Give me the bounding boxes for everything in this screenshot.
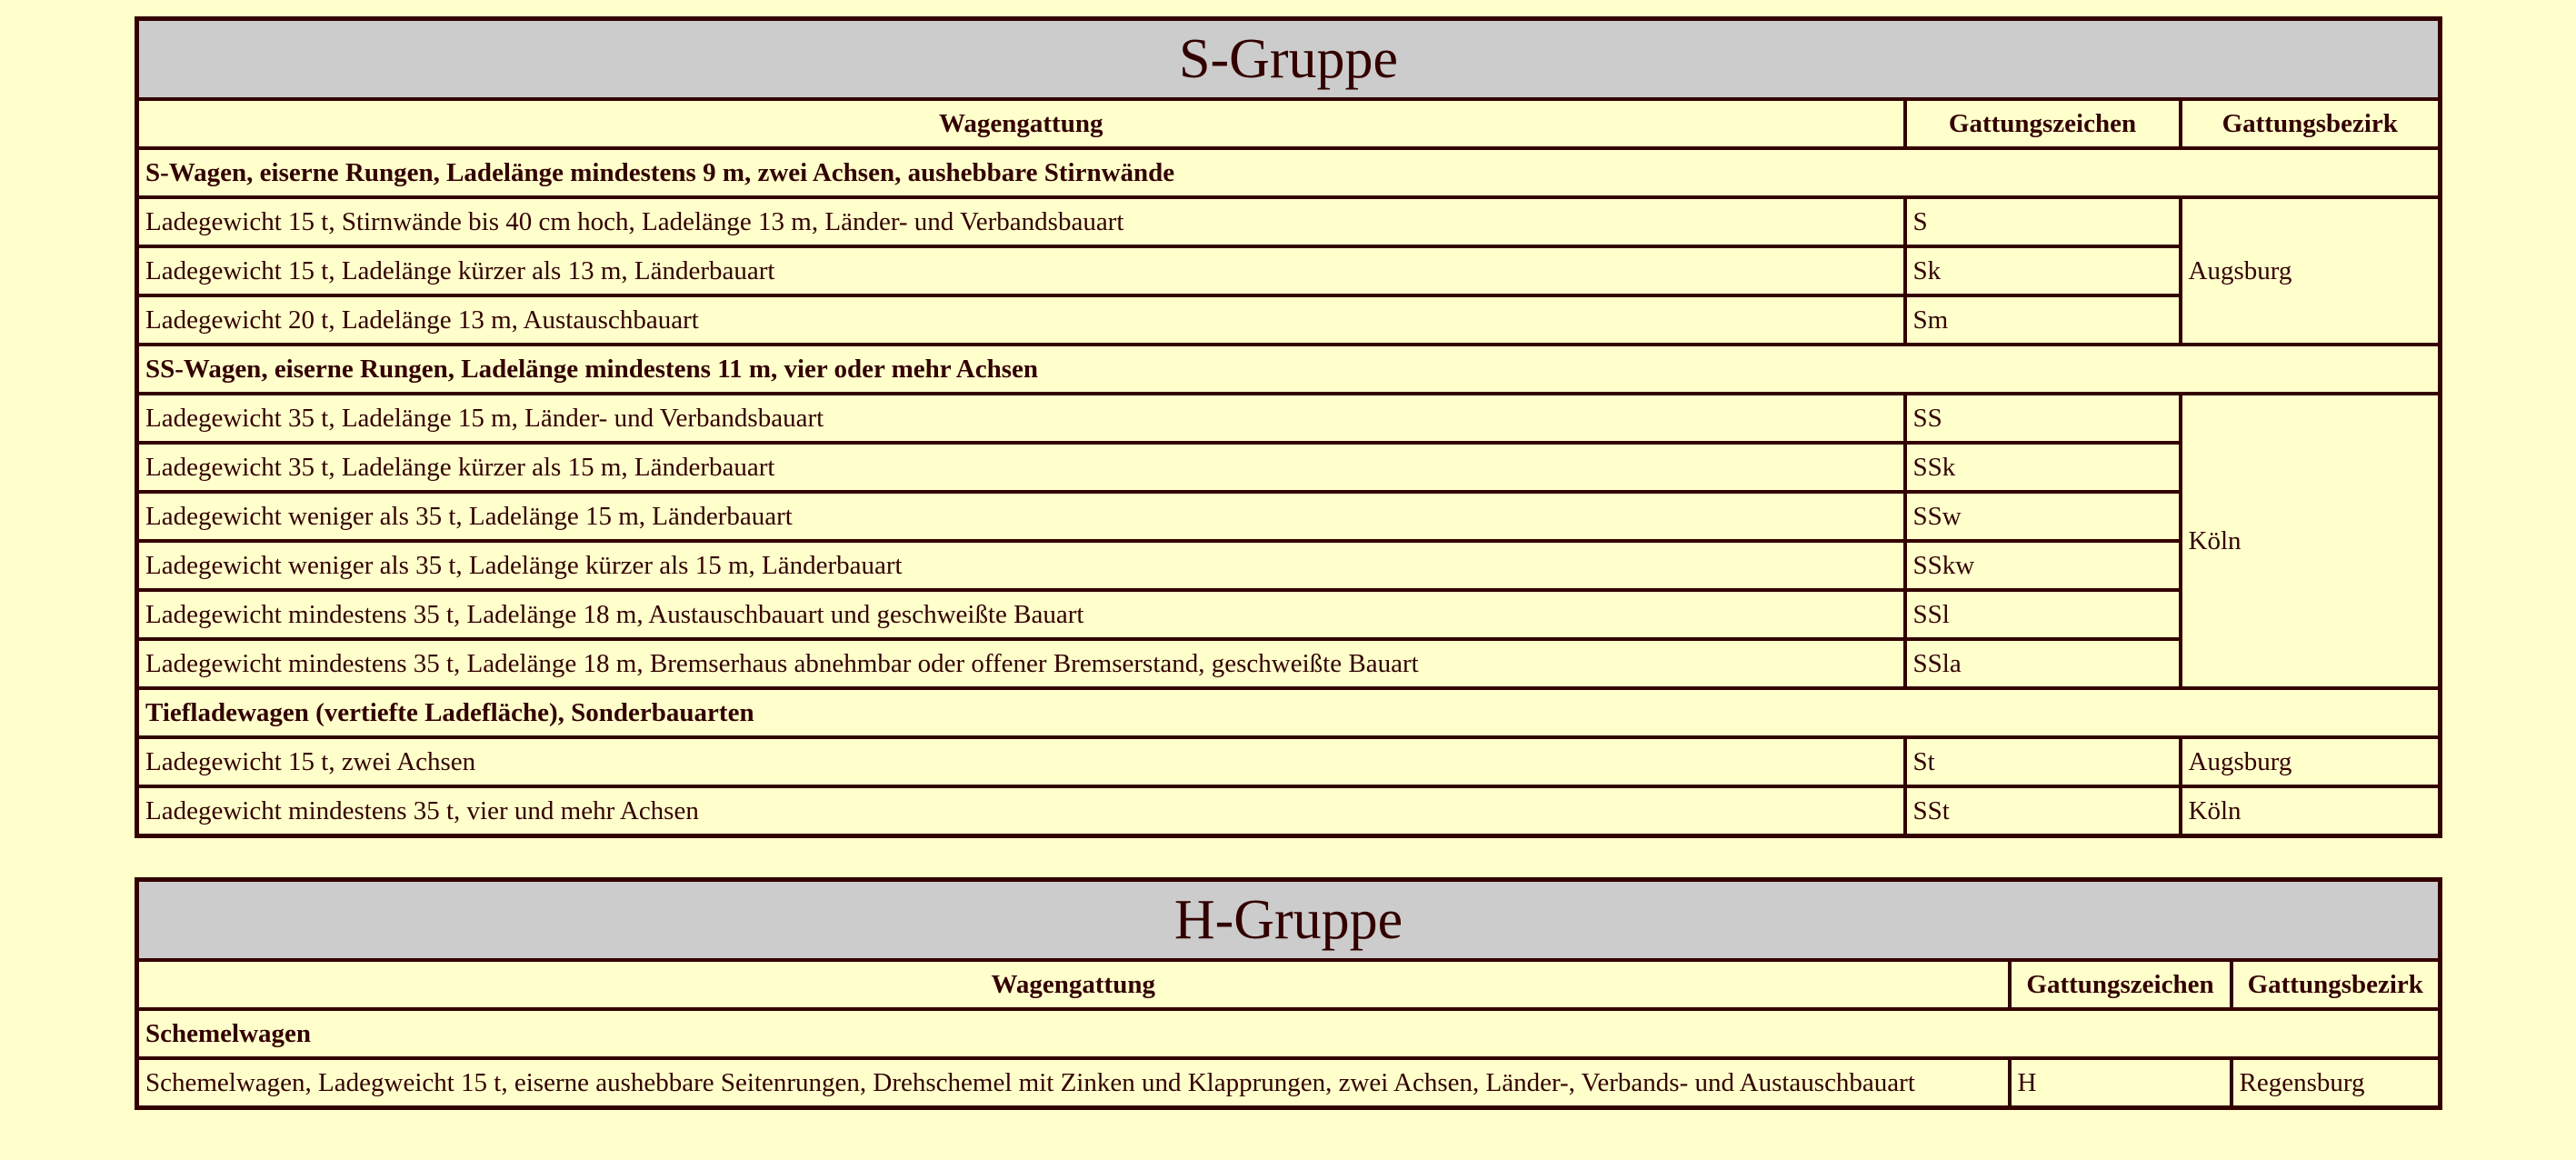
header-wagengattung: Wagengattung bbox=[137, 960, 2010, 1009]
wagon-description: Ladegewicht mindestens 35 t, Ladelänge 18 m, Austauschbauart und geschweißte Bauart bbox=[137, 590, 1905, 639]
table-row bbox=[137, 246, 2441, 295]
wagon-description: Ladegewicht weniger als 35 t, Ladelänge 15 m, Länderbauart bbox=[137, 492, 1905, 541]
table-row bbox=[137, 295, 2441, 345]
table-row bbox=[137, 639, 2441, 688]
wagon-description: Schemelwagen, Ladegweicht 15 t, eiserne aushebbare Seitenrungen, Drehschemel mit Zinken und Klapprungen, zwei Achsen, Länder-, Verbands- und Austauschbauart bbox=[137, 1058, 2010, 1108]
header-gattungsbezirk: Gattungsbezirk bbox=[2181, 99, 2441, 148]
header-wagengattung: Wagengattung bbox=[137, 99, 1905, 148]
wagon-code: Sk bbox=[1905, 246, 2181, 295]
section-heading: Tiefladewagen (vertiefte Ladefläche), Sonderbauarten bbox=[137, 688, 2441, 737]
wagon-district: Regensburg bbox=[2232, 1058, 2441, 1108]
wagon-code: SSw bbox=[1905, 492, 2181, 541]
table-title: S-Gruppe bbox=[137, 19, 2441, 100]
wagon-description: Ladegewicht 15 t, Ladelänge kürzer als 13 m, Länderbauart bbox=[137, 246, 1905, 295]
header-gattungsbezirk: Gattungsbezirk bbox=[2232, 960, 2441, 1009]
wagon-district: Köln bbox=[2181, 786, 2441, 836]
wagon-district: Köln bbox=[2181, 394, 2441, 688]
table-title: H-Gruppe bbox=[137, 880, 2441, 961]
section-heading: Schemelwagen bbox=[137, 1009, 2441, 1058]
s-group-table bbox=[135, 16, 2442, 838]
table-row bbox=[137, 786, 2441, 836]
wagon-description: Ladegewicht mindestens 35 t, Ladelänge 18 m, Bremserhaus abnehmbar oder offener Bremserstand, geschweißte Bauart bbox=[137, 639, 1905, 688]
wagon-description: Ladegewicht 20 t, Ladelänge 13 m, Austauschbauart bbox=[137, 295, 1905, 345]
wagon-description: Ladegewicht 15 t, Stirnwände bis 40 cm hoch, Ladelänge 13 m, Länder- und Verbandsbauart bbox=[137, 197, 1905, 246]
wagon-description: Ladegewicht 15 t, zwei Achsen bbox=[137, 737, 1905, 786]
table-row bbox=[137, 492, 2441, 541]
header-gattungszeichen: Gattungszeichen bbox=[1905, 99, 2181, 148]
wagon-description: Ladegewicht weniger als 35 t, Ladelänge kürzer als 15 m, Länderbauart bbox=[137, 541, 1905, 590]
table-row bbox=[137, 197, 2441, 246]
wagon-code: SSt bbox=[1905, 786, 2181, 836]
wagon-description: Ladegewicht mindestens 35 t, vier und mehr Achsen bbox=[137, 786, 1905, 836]
wagon-district: Augsburg bbox=[2181, 737, 2441, 786]
table-row bbox=[137, 590, 2441, 639]
wagon-code: SSkw bbox=[1905, 541, 2181, 590]
wagon-code: SSla bbox=[1905, 639, 2181, 688]
table-row bbox=[137, 1058, 2441, 1108]
table-row bbox=[137, 737, 2441, 786]
table-row bbox=[137, 443, 2441, 492]
table-row bbox=[137, 541, 2441, 590]
wagon-code: SSk bbox=[1905, 443, 2181, 492]
wagon-code: St bbox=[1905, 737, 2181, 786]
section-heading: S-Wagen, eiserne Rungen, Ladelänge mindestens 9 m, zwei Achsen, aushebbare Stirnwände bbox=[137, 148, 2441, 197]
wagon-district: Augsburg bbox=[2181, 197, 2441, 345]
wagon-code: SS bbox=[1905, 394, 2181, 443]
section-heading: SS-Wagen, eiserne Rungen, Ladelänge mindestens 11 m, vier oder mehr Achsen bbox=[137, 345, 2441, 394]
wagon-code: SSl bbox=[1905, 590, 2181, 639]
header-gattungszeichen: Gattungszeichen bbox=[2010, 960, 2232, 1009]
h-group-table bbox=[135, 877, 2442, 1110]
wagon-description: Ladegewicht 35 t, Ladelänge 15 m, Länder- und Verbandsbauart bbox=[137, 394, 1905, 443]
wagon-code: S bbox=[1905, 197, 2181, 246]
wagon-description: Ladegewicht 35 t, Ladelänge kürzer als 15 m, Länderbauart bbox=[137, 443, 1905, 492]
table-row bbox=[137, 394, 2441, 443]
wagon-code: H bbox=[2010, 1058, 2232, 1108]
wagon-code: Sm bbox=[1905, 295, 2181, 345]
